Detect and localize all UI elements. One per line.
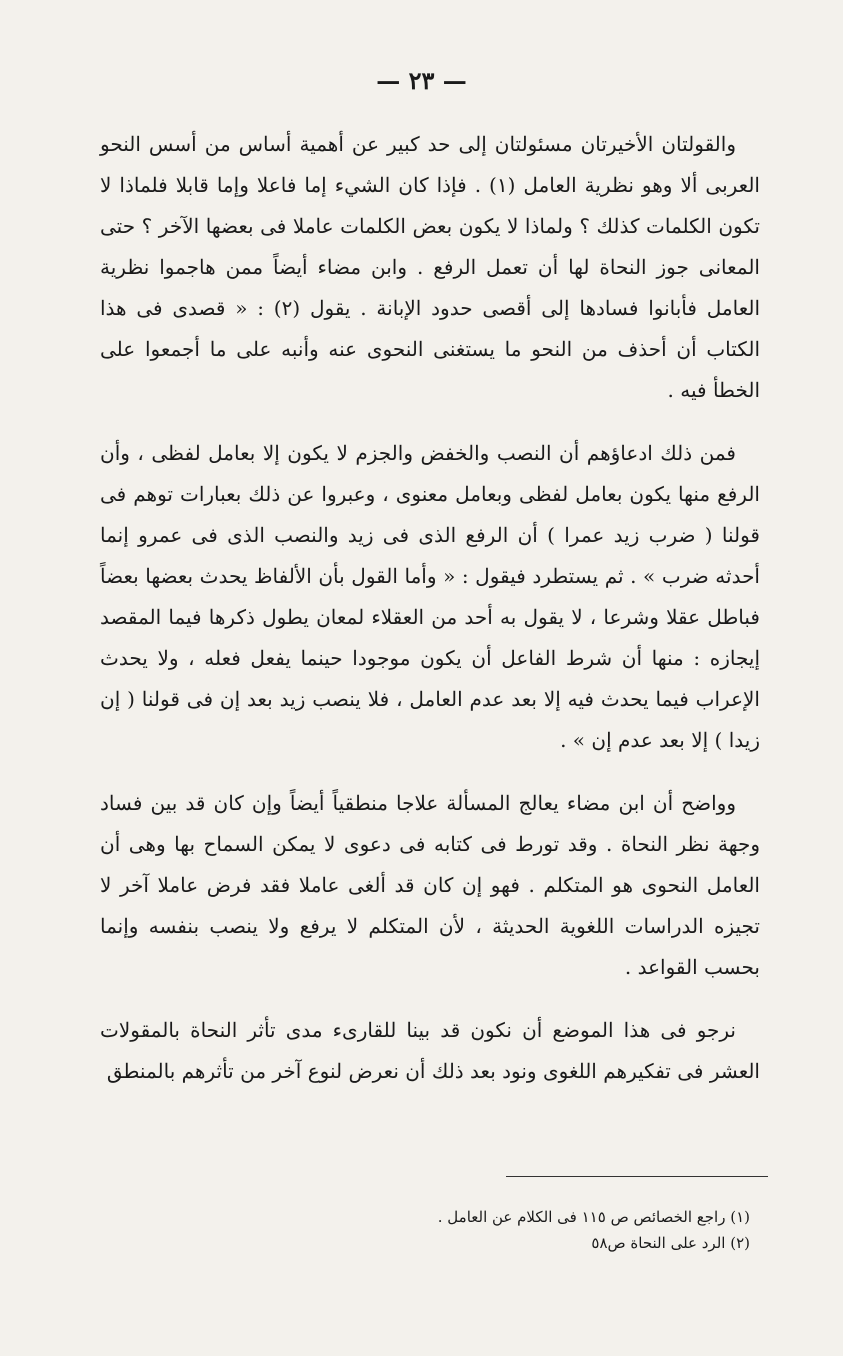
paragraph: والقولتان الأخيرتان مسئولتان إلى حد كبير عن أهمية أساس من أسس النحو العربى ألا وهو نظرية العامل (١) . فإذا كان الشيء إما فاعلا وإما قابلا فلماذا لا تكون الكلمات كذلك ؟ ولماذا لا يكون بعض الكلمات عاملا فى بعضها الآخر ؟ حتى المعانى جوز النحاة لها أن تعمل الرفع . وابن مضاء أيضاً ممن هاجموا نظرية العامل فأبانوا فسادها إلى أقصى حدود الإبانة . يقول (٢) : « قصدى فى هذا الكتاب أن أحذف من النحو ما يستغنى النحوى عنه وأنبه على ما أجمعوا على الخطأ فيه . <box>100 132 761 402</box>
footnote: (٢) الرد على النحاة ص٥٨ <box>591 1234 750 1252</box>
paragraph: وواضح أن ابن مضاء يعالج المسألة علاجا منطقياً أيضاً وإن كان قد بين فساد وجهة نظر النحاة . وقد تورط فى كتابه فى دعوى لا يمكن السماح بها وهى أن العامل النحوى هو المتكلم . فهو إن كان قد ألغى عاملا فقد فرض عاملا آخر لا تجيزه الدراسات اللغوية الحديثة ، لأن المتكلم لا يرفع ولا ينصب بنفسه وإنما بحسب القواعد . <box>100 791 760 979</box>
paragraph: فمن ذلك ادعاؤهم أن النصب والخفض والجزم لا يكون إلا بعامل لفظى ، وأن الرفع منها يكون بعامل لفظى وبعامل معنوى ، وعبروا عن ذلك بعبارات توهم فى قولنا ( ضرب زيد عمرا ) أن الرفع الذى فى زيد والنصب الذى فى عمرو إنما أحدثه ضرب » . ثم يستطرد فيقول : « وأما القول بأن الألفاظ يحدث بعضها بعضاً فباطل عقلا وشرعا ، لا يقول به أحد من العقلاء لمعان يطول ذكرها فيما المقصد إيجازه : منها أن شرط الفاعل أن يكون موجودا حينما يفعل فعله ، ولا يحدث الإعراب فيما يحدث فيه إلا بعد عدم العامل ، فلا ينصب زيد بعد إن فى قولنا ( إن زيدا ) إلا بعد عدم إن » . <box>100 441 760 752</box>
footnotes <box>100 1204 750 1256</box>
page-number: — ٢٣ — <box>376 66 467 95</box>
footnote: (١) راجع الخصائص ص ١١٥ فى الكلام عن العامل . <box>437 1208 750 1226</box>
footnote-divider <box>506 1176 768 1177</box>
paragraph: نرجو فى هذا الموضع أن نكون قد بينا للقارىء مدى تأثر النحاة بالمقولات العشر فى تفكيرهم اللغوى ونود بعد ذلك أن نعرض لنوع آخر من تأثرهم بالمنطق <box>100 1018 760 1083</box>
body-text <box>100 124 760 1092</box>
